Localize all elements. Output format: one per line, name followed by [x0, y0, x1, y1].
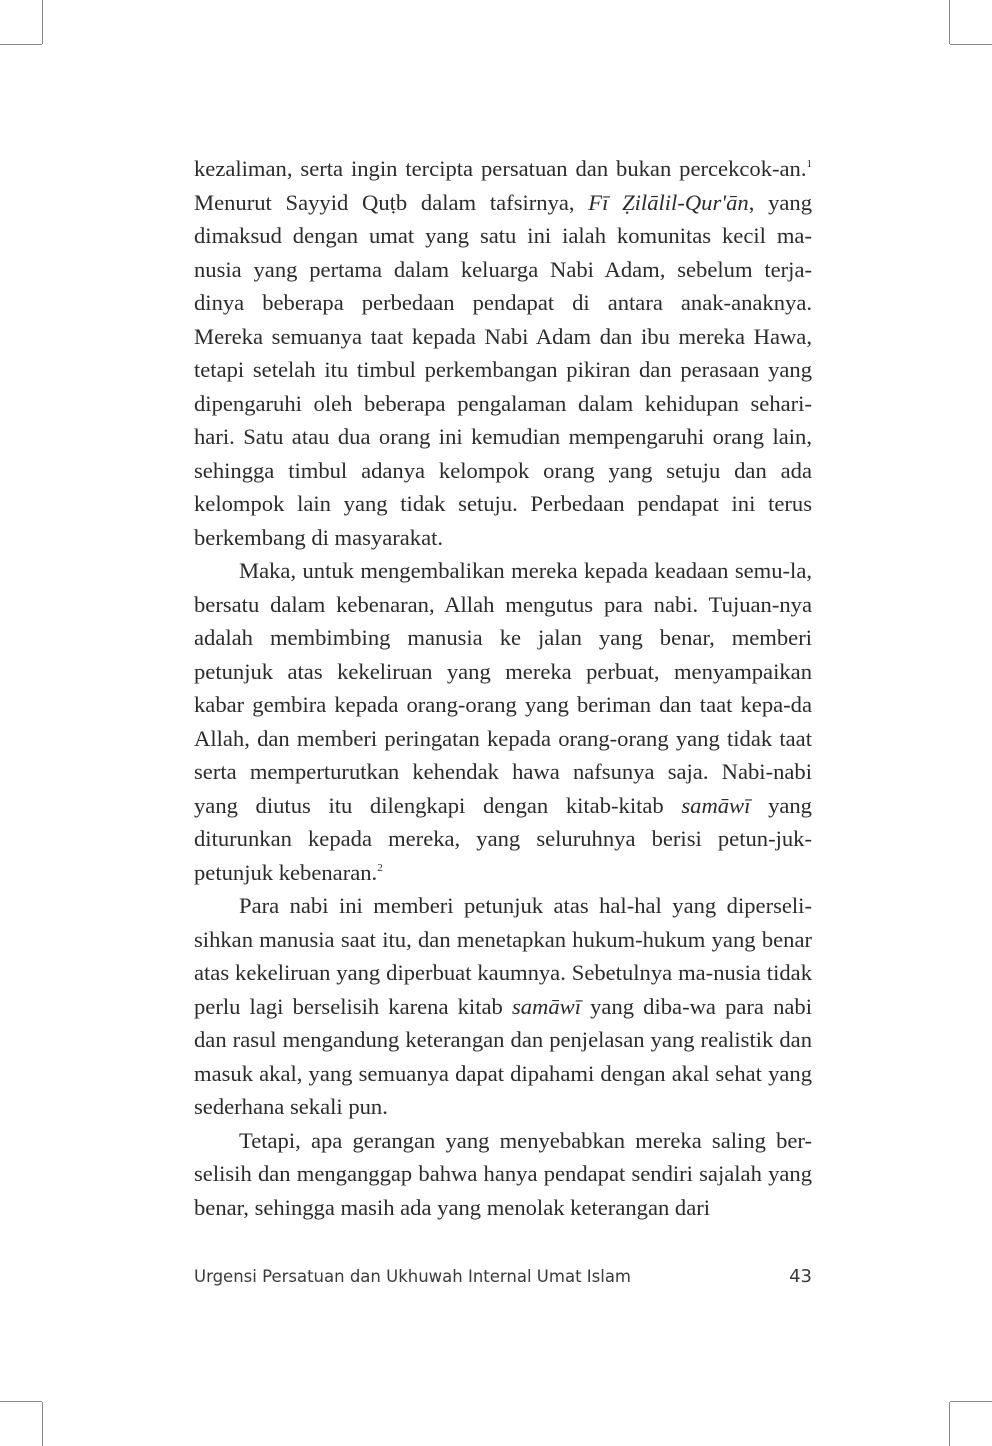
term-samawi: samāwī: [511, 993, 581, 1019]
body-text: [194, 152, 812, 1224]
footnote-ref-2[interactable]: 2: [377, 861, 383, 874]
running-footer-title: Urgensi Persatuan dan Ukhuwah Internal Umat Islam: [194, 1267, 632, 1286]
book-title: Fī Ẓilālil-Qur'ān: [588, 189, 749, 215]
crop-mark-top-right-h: [950, 44, 992, 45]
page-number: 43: [789, 1266, 812, 1287]
crop-mark-top-left-v: [42, 0, 43, 44]
crop-mark-top-left-h: [0, 44, 42, 45]
paragraph-2: Maka, untuk mengembalikan mereka kepada keadaan semu-la, bersatu dalam kebenaran, Allah mengutus para nabi. Tujuan-nya adalah membimbing manusia ke jalan yang benar, memberi petunjuk atas kekeliruan yang mereka perbuat, menyampaikan kabar gembira kepada orang-orang yang beriman dan taat kepa-da Allah, dan memberi peringatan kepada orang-orang yang tidak taat serta memperturutkan kehendak hawa nafsunya saja. Nabi-nabi yang diutus itu dilengkapi dengan kitab-kitab samāwī yang diturunkan kepada mereka, yang seluruhnya berisi petun-juk-petunjuk kebenaran.$^2$: [194, 558, 812, 885]
crop-mark-top-right-v: [949, 0, 950, 44]
footnote-ref-1[interactable]: 1: [806, 158, 812, 170]
paragraph-4: Tetapi, apa gerangan yang menyebabkan mereka saling ber-selisih dan menganggap bahwa hanya pendapat sendiri sajalah yang benar, sehingga masih ada yang menolak keterangan dari: [194, 1127, 812, 1220]
crop-mark-bottom-right-v: [949, 1402, 950, 1446]
crop-mark-bottom-right-h: [950, 1401, 992, 1402]
crop-mark-bottom-left-v: [42, 1402, 43, 1446]
paragraph-1: kezaliman, serta ingin tercipta persatuan dan bukan percekcok-an.$^1$ Menurut Sayyid Quṭb dalam tafsirnya, Fī Ẓilālil-Qur'ān, yang dimaksud dengan umat yang satu ini ialah komunitas kecil ma-nusia yang pertama dalam keluarga Nabi Adam, sebelum terja-dinya beberapa perbedaan pendapat di antara anak-anaknya. Mereka semuanya taat kepada Nabi Adam dan ibu mereka Hawa, tetapi setelah itu timbul perkembangan pikiran dan perasaan yang dipengaruhi oleh beberapa pengalaman dalam kehidupan sehari-hari. Satu atau dua orang ini kemudian mempengaruhi orang lain, sehingga timbul adanya kelompok orang yang setuju dan ada kelompok lain yang tidak setuju. Perbedaan pendapat ini terus berkembang di masyarakat.: [194, 156, 812, 550]
crop-mark-bottom-left-h: [0, 1401, 42, 1402]
paragraph-3: Para nabi ini memberi petunjuk atas hal-hal yang diperseli-sihkan manusia saat itu, dan menetapkan hukum-hukum yang benar atas kekeliruan yang diperbuat kaumnya. Sebetulnya ma-nusia tidak perlu lagi berselisih karena kitab samāwī yang diba-wa para nabi dan rasul mengandung keterangan dan penjelasan yang realistik dan masuk akal, yang semuanya dapat dipahami dengan akal sehat yang sederhana sekali pun.: [194, 893, 812, 1119]
term-samawi: samāwī: [681, 792, 751, 818]
